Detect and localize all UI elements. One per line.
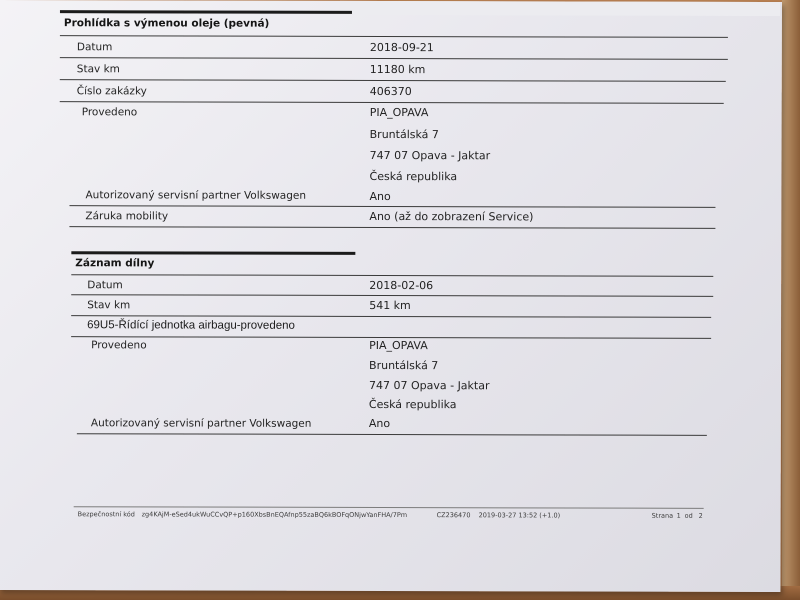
page-total: 2	[698, 511, 703, 520]
page-label: Strana	[651, 511, 674, 520]
order-number-label: Číslo zakázky	[76, 85, 147, 98]
row-divider	[71, 294, 713, 297]
section-title-oil-service: Prohlídka s výmenou oleje (pevná)	[63, 17, 270, 30]
mobility-guarantee-value: Ano (až do zobrazení Service)	[369, 209, 534, 224]
footer-divider	[74, 506, 704, 509]
dealer-country: Česká republika	[369, 169, 458, 184]
row-divider	[60, 57, 728, 60]
section-rule	[60, 10, 352, 14]
row-divider	[60, 35, 728, 38]
row-divider	[69, 226, 715, 229]
row-divider	[60, 79, 726, 82]
next-sheet-edge	[340, 1, 780, 16]
mileage-label: Stav km	[87, 299, 131, 312]
dealer-city: 747 07 Opava - Jaktar	[369, 148, 491, 163]
date-label: Datum	[87, 279, 123, 292]
performed-by-label: Provedeno	[91, 339, 147, 352]
dealer-name: PIA_OPAVA	[369, 338, 428, 353]
mileage-value: 541 km	[369, 298, 411, 313]
table-surface-right	[782, 0, 800, 600]
row-divider	[77, 433, 707, 436]
section-rule	[71, 251, 355, 255]
page-of-label: od	[684, 511, 693, 520]
date-value: 2018-02-06	[369, 278, 434, 293]
page-current: 1	[676, 511, 681, 520]
print-timestamp: 2019-03-27 13:52 (+1.0)	[478, 511, 561, 520]
dealer-city: 747 07 Opava - Jaktar	[368, 378, 490, 393]
dealer-street: Bruntálská 7	[369, 127, 439, 142]
dealer-street: Bruntálská 7	[369, 358, 439, 373]
mileage-value: 11180 km	[369, 62, 426, 77]
work-item-description: 69U5-Řídící jednotka airbagu-provedeno	[87, 319, 295, 332]
security-code-label: Bezpečnostní kód	[77, 510, 135, 519]
date-label: Datum	[76, 41, 113, 54]
row-divider	[71, 315, 711, 318]
row-divider	[71, 274, 713, 277]
row-divider	[69, 205, 715, 208]
mileage-label: Stav km	[76, 63, 120, 76]
dealer-country: Česká republika	[368, 397, 457, 412]
authorized-partner-label: Autorizovaný servisní partner Volkswagen	[85, 189, 307, 202]
authorized-partner-value: Ano	[369, 189, 391, 204]
security-code: zg4KAjM-eSed4ukWuCCvQP+p160XbsBnEQAfnp55zaBQ6kBOFqONjwYanFHA/7Pm	[141, 510, 408, 520]
dealer-name: PIA_OPAVA	[369, 105, 429, 120]
document-id: CZ236470	[436, 511, 471, 520]
row-divider	[60, 101, 724, 104]
mobility-guarantee-label: Záruka mobility	[85, 210, 169, 223]
date-value: 2018-09-21	[369, 40, 434, 55]
section-title-workshop-record: Záznam dílny	[75, 257, 155, 270]
authorized-partner-label: Autorizovaný servisní partner Volkswagen	[90, 417, 312, 430]
performed-by-label: Provedeno	[81, 106, 138, 119]
authorized-partner-value: Ano	[368, 416, 391, 431]
order-number-value: 406370	[369, 84, 412, 99]
